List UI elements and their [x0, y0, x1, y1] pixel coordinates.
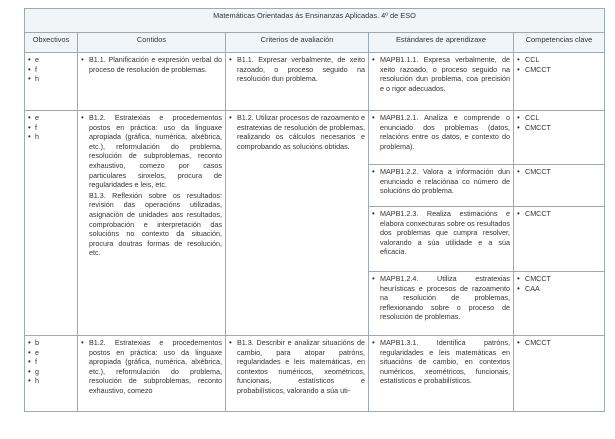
standard-item: [372, 113, 510, 151]
criterion-item: [229, 113, 365, 151]
competency-item: • CMCCT: [517, 65, 601, 75]
standard-text: • MAPB1.2.4. Utiliza estratexias heurísticas e procesos de razoamento na resolución de problemas, reflexionando sobre o proceso de resolución de problemas.: [380, 274, 510, 322]
criterion-text: • B1.2. Utilizar procesos de razoamento e estratexias de resolución de problemas, realizando os cálculos necesarios e comprobando as solucións obtidas.: [237, 113, 365, 151]
objective-item: • f: [28, 357, 74, 367]
objective-item: • b: [28, 338, 74, 348]
standard-item: [372, 167, 510, 196]
objective-item: • e: [28, 55, 74, 65]
competency-item: • CCL: [517, 113, 601, 123]
criterion-text: • B1.3. Describir e analizar situacións de cambio, para atopar patróns, regularidades e leis matemáticas, en contextos numéricos, xeométricos, funcionais, estatísticos e probabilísticos, valorando a súa uti-: [237, 338, 365, 395]
table-row: [25, 53, 605, 111]
standard-item: [372, 338, 510, 386]
criteria-cell: [226, 111, 369, 336]
objective-item: • h: [28, 132, 74, 142]
standard-text: • MAPB1.2.2. Valora a información dun enunciado e relaciónaa co número de solucións do problema.: [380, 167, 510, 196]
content-text: • B1.2. Estratexias e procedementos postos en práctica: uso da linguaxe apropiada (gráfica, numérica, alxébrica, etc.), reformulación do problema, resolución de subproblemas, reconto exhaustivo, comezo: [89, 338, 222, 395]
competency-item: • CMCCT: [517, 167, 601, 177]
competencies-cell: [514, 111, 605, 165]
header-objectives: Obxectivos: [25, 33, 78, 53]
table-row: [25, 111, 605, 165]
header-contents: Contidos: [78, 33, 226, 53]
standard-text: • MAPB1.1.1. Expresa verbalmente, de xeito razoado, o proceso seguido na resolución dun problema, coa precisión e o rigor adecuados.: [380, 55, 510, 93]
competencies-cell: [514, 165, 605, 207]
contents-cell: [78, 111, 226, 336]
objective-item: • g: [28, 367, 74, 377]
content-text: • B1.2. Estratexias e procedementos postos en práctica: uso da linguaxe apropiada (gráfica, numérica, alxébrica, etc.), reformulación do problema, resolución de subproblemas, reconto exhaustivo, comezo por casos particulares sinxelos, procura de regularidades e leis, etc.: [89, 113, 222, 190]
header-competencies: Competencias clave: [514, 33, 605, 53]
competencies-cell: [514, 272, 605, 336]
objective-item: • h: [28, 74, 74, 84]
standard-cell: [369, 207, 514, 272]
table-title: Matemáticas Orientadas ás Ensinanzas Aplicadas. 4º de ESO: [25, 9, 605, 33]
objectives-cell: [25, 111, 78, 336]
criteria-cell: [226, 53, 369, 111]
header-criteria: Criterios de avaliación: [226, 33, 369, 53]
table-title-row: [25, 9, 605, 33]
competencies-cell: [514, 336, 605, 412]
standard-cell: [369, 336, 514, 412]
header-standards: Estándares de aprendizaxe: [369, 33, 514, 53]
objective-item: • f: [28, 65, 74, 75]
standard-cell: [369, 111, 514, 165]
standard-item: [372, 55, 510, 93]
objectives-cell: [25, 53, 78, 111]
contents-cell: [78, 53, 226, 111]
objective-item: • e: [28, 113, 74, 123]
curriculum-table: [24, 8, 605, 412]
standard-item: [372, 209, 510, 257]
competency-item: • CAA: [517, 284, 601, 294]
content-item: [81, 338, 222, 396]
objective-item: • h: [28, 376, 74, 386]
objective-item: • e: [28, 348, 74, 358]
content-item: [81, 113, 222, 258]
standard-cell: [369, 272, 514, 336]
competency-item: • CCL: [517, 55, 601, 65]
competencies-cell: [514, 207, 605, 272]
content-item: [81, 55, 222, 74]
competency-item: • CMCCT: [517, 338, 601, 348]
content-text: • B1.1. Planificación e expresión verbal do proceso de resolución de problemas.: [89, 55, 222, 74]
competencies-cell: [514, 53, 605, 111]
standard-text: • MAPB1.3.1. Identifica patróns, regularidades e leis matemáticas en situacións de cambio, en contextos numéricos, xeométricos, funcionais, estatísticos e probabilísticos.: [380, 338, 510, 386]
criteria-cell: [226, 336, 369, 412]
table-header-row: [25, 33, 605, 53]
competency-item: • CMCCT: [517, 123, 601, 133]
standard-item: [372, 274, 510, 322]
criterion-item: [229, 338, 365, 396]
table-row: [25, 336, 605, 412]
criterion-text: • B1.1. Expresar verbalmente, de xeito razoado, o proceso seguido na resolución dun problema.: [237, 55, 365, 84]
standard-cell: [369, 165, 514, 207]
competency-item: • CMCCT: [517, 209, 601, 219]
standard-cell: [369, 53, 514, 111]
criterion-item: [229, 55, 365, 84]
competency-item: • CMCCT: [517, 274, 601, 284]
objective-item: • f: [28, 123, 74, 133]
contents-cell: [78, 336, 226, 412]
standard-text: • MAPB1.2.3. Realiza estimacións e elabora conxecturas sobre os resultados dos problemas que cumpra resolver, valorando a súa utilidade e a súa eficacia.: [380, 209, 510, 257]
objectives-cell: [25, 336, 78, 412]
content-text: B1.3. Reflexión sobre os resultados: revisión das operacións utilizadas, asignación de unidades aos resultados, comprobación e interpretación das solucións no contexto da situación, procura doutras formas de resolución, etc.: [89, 190, 222, 258]
standard-text: • MAPB1.2.1. Analiza e comprende o enunciado dos problemas (datos, relacións entre os datos, e contexto do problema).: [380, 113, 510, 151]
